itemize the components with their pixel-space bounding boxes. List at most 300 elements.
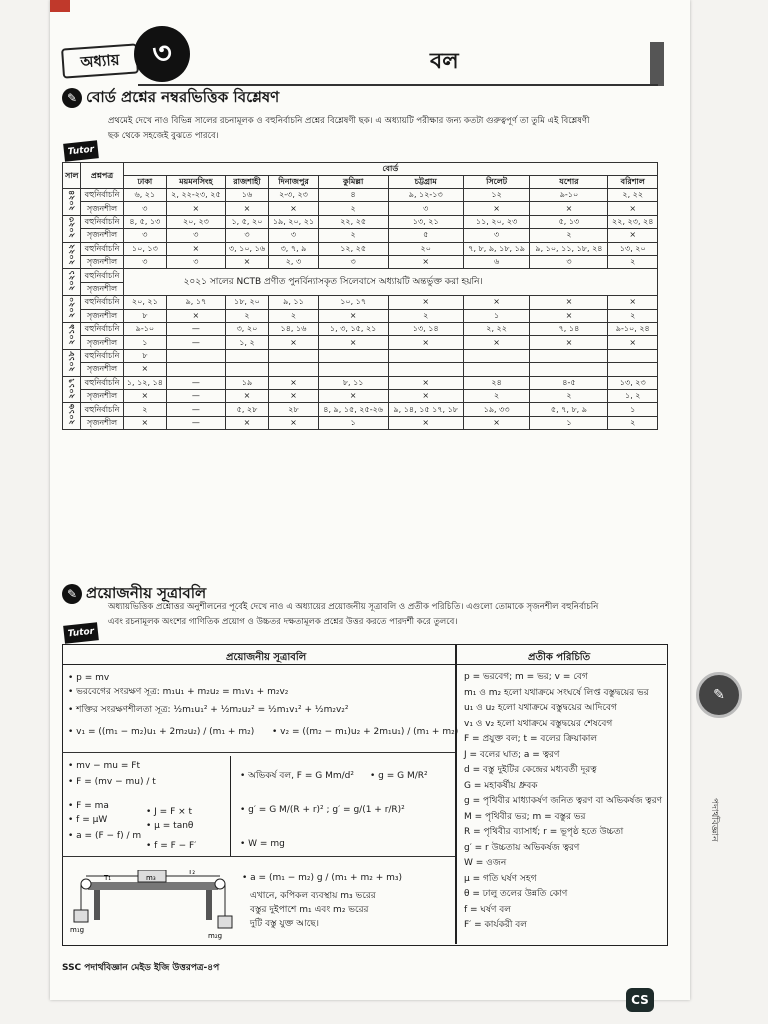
year-cell <box>63 189 81 216</box>
formula-gravity: অভিকর্ষ বল, F = G Mm/d² <box>248 771 354 781</box>
board-table-body <box>63 189 658 430</box>
mcq-cell: ১৯, ২০, ২১ <box>269 215 318 228</box>
paper-type-mcq: বহুনির্বাচনি <box>81 242 123 255</box>
pulley-table-top <box>88 882 218 890</box>
analysis-intro-line1: প্রথমেই দেখে নাও বিভিন্ন সালের রচনামূলক ও বহুনির্বাচনি প্রশ্নের বিশ্লেষণী ছক। এ অধ্যায়টি পরীক্ষার জন্য কতটা গুরুত্বপূর্ণ তা তুমি এই বিশ্লেষণী <box>108 116 590 126</box>
table-row <box>63 416 658 429</box>
formula-a: a = (F − f) / m <box>76 831 142 841</box>
mcq-cell: ২৮ <box>269 403 318 416</box>
pulley-table-leg-right <box>206 890 212 920</box>
table-row <box>63 202 658 215</box>
formula-momentum-conservation: • ভরবেগের সংরক্ষণ সূত্র: m₁u₁ + m₂u₂ = m₁v₁ + m₂v₂ <box>68 687 289 697</box>
mcq-cell: ১৪, ১৬ <box>269 323 318 336</box>
mcq-cell: — <box>167 323 225 336</box>
formula-intro <box>108 600 666 630</box>
cq-cell: × <box>608 229 658 242</box>
cq-cell: ২ <box>608 256 658 269</box>
mcq-cell: × <box>608 296 658 309</box>
formula-mu-row: • μ = tanθ <box>146 821 194 831</box>
table-row <box>63 215 658 228</box>
mcq-cell: ৩, ৭, ৯ <box>269 242 318 255</box>
cq-cell: ৩ <box>225 229 269 242</box>
mcq-cell: ৬, ২১ <box>123 189 167 202</box>
footer-text: SSC পদার্থবিজ্ঞান মেইড ইজি উত্তরপত্র-৪প <box>62 963 220 973</box>
board-analysis-table <box>62 162 658 430</box>
formula-gprime-row: • g′ = G M/(R + r)² ; g′ = g/(1 + r/R)² <box>240 805 405 815</box>
cq-cell: × <box>167 309 225 322</box>
formula-kinetic: শক্তির সংরক্ষণশীলতা সূত্র: ½m₁u₁² + ½m₂u₂² = ½m₁v₁² + ½m₂v₂² <box>76 705 349 715</box>
cq-cell: ৮ <box>123 309 167 322</box>
symbol-item: μ = গতি ঘর্ষণ সহগ <box>464 873 537 884</box>
cq-cell: × <box>463 336 530 349</box>
cq-cell: × <box>123 390 167 403</box>
year-label: ২০২৩ <box>66 216 76 238</box>
board-name: চট্টগ্রাম <box>388 176 463 189</box>
formula-momentum: ভরবেগের সংরক্ষণ সূত্র: m₁u₁ + m₂u₂ = m₁v₁ + m₂v₂ <box>76 687 289 697</box>
mcq-cell: ৪, ৯, ১৫, ২৫-২৬ <box>318 403 388 416</box>
cq-cell: × <box>388 336 463 349</box>
pulley-wheel-right <box>215 879 225 889</box>
paper-type-cq: সৃজনশীল <box>81 256 123 269</box>
year-cell <box>63 215 81 242</box>
pulley-note-2: বস্তুর দুইপাশে m₁ এবং m₂ ভরের <box>250 905 369 915</box>
tutor-badge-2: Tutor <box>63 622 99 643</box>
formula-intro-line1: অধ্যায়ভিত্তিক প্রশ্নোত্তর অনুশীলনের পূর্বেই দেখে নাও এ অধ্যায়ের প্রয়োজনীয় সূত্রাবলি ও প্রতীক পরিচিতি। এগুলো তোমাকে সৃজনশীল বহুনির্বাচনি <box>108 602 599 612</box>
cq-cell: ২ <box>608 416 658 429</box>
cq-cell: × <box>225 390 269 403</box>
mcq-cell: ৮ <box>123 349 167 362</box>
year-label: ২০২৪ <box>66 190 76 211</box>
symbol-item: u₁ ও u₂ হলো যথাক্রমে বস্তুদ্বয়ের আদিবেগ <box>464 703 617 713</box>
paper-type-cq: সৃজনশীল <box>81 202 123 215</box>
side-tab-label: পদার্থবিজ্ঞান <box>709 798 719 842</box>
symbol-item: F′ = কার্যকরী বল <box>464 920 527 930</box>
analysis-icon: ✎ <box>62 88 82 108</box>
mcq-cell: ৯, ১২-১৩ <box>388 189 463 202</box>
camscanner-logo: CS <box>626 988 654 1012</box>
formula-impulse2: F = (mv − mu) / t <box>76 777 156 787</box>
formula-f: f = F − F′ <box>154 841 197 851</box>
formula-impulse1: mv − mu = Ft <box>76 761 140 771</box>
cq-cell: × <box>388 416 463 429</box>
year-label: ২০১৯ <box>66 324 76 345</box>
pulley-table-leg-left <box>94 890 100 920</box>
board-name: রাজশাহী <box>225 176 269 189</box>
pulley-block-m1 <box>74 910 88 922</box>
mcq-cell <box>463 349 530 362</box>
cq-cell: ৩ <box>388 202 463 215</box>
mcq-cell: — <box>167 376 225 389</box>
mcq-cell: ১৯, ৩৩ <box>463 403 530 416</box>
physics-tab-icon: ✎ <box>696 672 742 718</box>
cq-cell: — <box>167 416 225 429</box>
board-name: ময়মনসিংহ <box>167 176 225 189</box>
paper-type-mcq: বহুনির্বাচনি <box>81 323 123 336</box>
formula-inner-divider <box>230 756 231 856</box>
formula-p: p = mv <box>76 673 110 683</box>
table-row <box>63 189 658 202</box>
paper-type-cq: সৃজনশীল <box>81 282 123 295</box>
title-bar <box>650 42 664 86</box>
board-name: দিনাজপুর <box>269 176 318 189</box>
board-name: ঢাকা <box>123 176 167 189</box>
formula-g: g = G M/R² <box>378 771 428 781</box>
mcq-cell: ২০ <box>388 242 463 255</box>
corner-strip <box>50 0 70 12</box>
cq-cell: × <box>530 309 608 322</box>
label-m2g: m₂g <box>208 932 223 940</box>
cq-cell: × <box>269 390 318 403</box>
mcq-cell: ১, ৩, ১৫, ২১ <box>318 323 388 336</box>
formula-v2: v₂ = ((m₂ − m₁)u₂ + 2m₁u₁) / (m₁ + m₂) <box>280 727 459 737</box>
table-row <box>63 242 658 255</box>
syllabus-notice: ২০২১ সালের NCTB প্রণীত পুনর্বিন্যাসকৃত সিলেবাসে অধ্যায়টি অন্তর্ভুক্ত করা হয়নি। <box>123 269 657 296</box>
cq-cell: ৩ <box>318 256 388 269</box>
paper-type-cq: সৃজনশীল <box>81 229 123 242</box>
formula-heading: প্রয়োজনীয় সূত্রাবলি <box>226 652 307 663</box>
paper-type-mcq: বহুনির্বাচনি <box>81 189 123 202</box>
formula-mu: μ = tanθ <box>154 821 194 831</box>
mcq-cell: — <box>167 403 225 416</box>
paper-type-mcq: বহুনির্বাচনি <box>81 296 123 309</box>
table-row <box>63 349 658 362</box>
label-m3: m₃ <box>146 874 156 882</box>
formula-fuw-row: • f = μW <box>68 815 108 825</box>
mcq-cell: ১০, ১৭ <box>318 296 388 309</box>
year-column-header: সাল <box>63 163 81 189</box>
table-row <box>63 363 658 376</box>
cq-cell: ১ <box>530 416 608 429</box>
formula-v2-row: • v₂ = ((m₂ − m₁)u₂ + 2m₁u₁) / (m₁ + m₂) <box>272 727 459 737</box>
cq-cell: ২ <box>318 202 388 215</box>
tutor-badge: Tutor <box>63 140 99 161</box>
symbol-item: F = প্রযুক্ত বল; t = বলের ক্রিয়াকাল <box>464 734 598 744</box>
cq-cell: × <box>388 256 463 269</box>
cq-cell: ৩ <box>167 256 225 269</box>
paper-type-cq: সৃজনশীল <box>81 336 123 349</box>
paper-type-mcq: বহুনির্বাচনি <box>81 403 123 416</box>
year-cell <box>63 269 81 296</box>
cq-cell: × <box>269 202 318 215</box>
paper-type-mcq: বহুনির্বাচনি <box>81 349 123 362</box>
cq-cell: × <box>463 202 530 215</box>
cq-cell: ৩ <box>123 202 167 215</box>
mcq-cell: ৯-১০ <box>123 323 167 336</box>
year-label: ২০১৬ <box>66 404 76 426</box>
mcq-cell: ২২, ২৫ <box>318 215 388 228</box>
board-names-row <box>63 176 658 189</box>
mcq-cell <box>530 349 608 362</box>
symbol-item: M = পৃথিবীর ভর; m = বস্তুর ভর <box>464 811 586 822</box>
cq-cell: × <box>123 416 167 429</box>
paper-type-mcq: বহুনির্বাচনি <box>81 376 123 389</box>
formula-fma: F = ma <box>76 801 109 811</box>
mcq-cell: ৯, ১৪, ১৫ ১৭, ১৮ <box>388 403 463 416</box>
chapter-title: বল <box>430 49 459 74</box>
symbol-item: G = মহাকর্ষীয় ধ্রুবক <box>464 780 538 791</box>
cq-cell: — <box>167 390 225 403</box>
formula-separator-2 <box>62 856 455 857</box>
analysis-intro-line2: ছক থেকে সহজেই বুঝতে পারবে। <box>108 131 219 141</box>
mcq-cell <box>167 349 225 362</box>
mcq-cell: × <box>530 296 608 309</box>
mcq-cell: ৪ <box>318 189 388 202</box>
cq-cell: ৩ <box>463 229 530 242</box>
cq-cell: × <box>225 416 269 429</box>
cq-cell <box>608 363 658 376</box>
mcq-cell: ৯, ১৭ <box>167 296 225 309</box>
cq-cell: × <box>167 202 225 215</box>
symbol-item: d = বস্তু দুইটির কেন্দ্রের মধ্যবর্তী দূরত্ব <box>464 765 597 775</box>
cq-cell: × <box>123 363 167 376</box>
year-cell <box>63 242 81 269</box>
cq-cell: ২ <box>530 229 608 242</box>
mcq-cell: ৯-১০ <box>530 189 608 202</box>
pulley-block-m2 <box>218 916 232 928</box>
table-row <box>63 390 658 403</box>
mcq-cell: ২, ২২-২৩, ২৫ <box>167 189 225 202</box>
formula-impulse-row: • mv − mu = Ft <box>68 761 140 771</box>
paper-type-cq: সৃজনশীল <box>81 363 123 376</box>
formula-energy-conservation: • শক্তির সংরক্ষণশীলতা সূত্র: ½m₁u₁² + ½m₂u₂² = ½m₁v₁² + ½m₂v₂² <box>68 705 349 715</box>
label-t2: T₂ <box>188 870 196 876</box>
mcq-cell: ৪-৫ <box>530 376 608 389</box>
section-title-formulas: প্রয়োজনীয় সূত্রাবলি <box>86 584 207 602</box>
mcq-cell: × <box>269 376 318 389</box>
table-row <box>63 256 658 269</box>
formula-pulley: a = (m₁ − m₂) g / (m₁ + m₂ + m₃) <box>250 873 402 883</box>
formula-fma-row: • F = ma <box>68 801 109 811</box>
year-label: ২০১৮ <box>66 350 76 372</box>
mcq-cell: ১, ১২, ১৪ <box>123 376 167 389</box>
mcq-cell: ২৪ <box>463 376 530 389</box>
mcq-cell: ৫, ৭, ৮, ৯ <box>530 403 608 416</box>
cq-cell <box>463 363 530 376</box>
cq-cell: × <box>318 309 388 322</box>
cq-cell: ৩ <box>123 229 167 242</box>
cq-cell: × <box>530 202 608 215</box>
mcq-cell: ১ <box>608 403 658 416</box>
table-row <box>63 336 658 349</box>
formula-f-row: • f = F − F′ <box>146 841 197 851</box>
mcq-cell: ৫, ২৮ <box>225 403 269 416</box>
mcq-cell: ৩, ২০ <box>225 323 269 336</box>
label-t1: T₁ <box>104 874 112 882</box>
table-row <box>63 296 658 309</box>
cq-cell: × <box>388 390 463 403</box>
table-row <box>63 309 658 322</box>
mcq-cell <box>269 349 318 362</box>
cq-cell: ১, ২ <box>225 336 269 349</box>
symbol-item: R = পৃথিবীর ব্যাসার্ধ; r = ভূপৃষ্ঠ হতে উচ্চতা <box>464 827 624 837</box>
cq-cell: ২ <box>225 309 269 322</box>
chapter-number: ৩ <box>134 26 190 82</box>
mcq-cell: ২ <box>123 403 167 416</box>
cq-cell: ২ <box>269 309 318 322</box>
formula-momentum-def: • p = mv <box>68 673 110 683</box>
cq-cell: ২ <box>318 229 388 242</box>
pulley-wheel-left <box>81 879 91 889</box>
analysis-intro <box>108 114 666 144</box>
year-cell <box>63 403 81 430</box>
board-header: বোর্ড <box>123 163 657 176</box>
year-cell <box>63 349 81 376</box>
mcq-cell: ৪, ৫, ১৩ <box>123 215 167 228</box>
chapter-label: অধ্যায় <box>61 43 139 78</box>
cq-cell: × <box>269 336 318 349</box>
cq-cell: × <box>608 336 658 349</box>
symbol-item: g′ = r উচ্চতায় অভিকর্ষজ ত্বরণ <box>464 842 580 853</box>
cq-cell: × <box>318 390 388 403</box>
mcq-cell <box>608 349 658 362</box>
cq-cell: ৩ <box>269 229 318 242</box>
symbol-item: v₁ ও v₂ হলো যথাক্রমে বস্তুদ্বয়ের শেষবেগ <box>464 718 613 729</box>
symbol-item: p = ভরবেগ; m = ভর; v = বেগ <box>464 672 588 682</box>
mcq-cell: ২-৩, ২৩ <box>269 189 318 202</box>
cq-cell <box>269 363 318 376</box>
pulley-note-1: এখানে, কপিকল ব্যবস্থায় m₃ ভরের <box>250 891 376 901</box>
board-name: যশোর <box>530 176 608 189</box>
formula-g-row: • g = G M/R² <box>370 771 428 781</box>
mcq-cell: ১২, ২৫ <box>318 242 388 255</box>
book-page <box>50 0 690 1000</box>
cq-cell: ৩ <box>167 229 225 242</box>
mcq-cell: ২২, ২৩, ২৪ <box>608 215 658 228</box>
mcq-cell: ৭, ৮, ৯, ১৮, ১৯ <box>463 242 530 255</box>
formula-icon: ✎ <box>62 584 82 604</box>
mcq-cell: × <box>167 242 225 255</box>
mcq-cell: ৫, ১৩ <box>530 215 608 228</box>
formula-j-row: • J = F × t <box>146 807 193 817</box>
formula-pulley-row: • a = (m₁ − m₂) g / (m₁ + m₂ + m₃) <box>242 873 402 883</box>
mcq-cell: ৯, ১০, ১১, ১৮, ২৪ <box>530 242 608 255</box>
symbol-heading: প্রতীক পরিচিতি <box>528 652 591 663</box>
formula-fuw: f = μW <box>76 815 108 825</box>
year-label: ২০১৭ <box>66 377 76 399</box>
paper-type-cq: সৃজনশীল <box>81 309 123 322</box>
cq-cell: × <box>608 202 658 215</box>
symbol-item: g = পৃথিবীর মাধ্যাকর্ষণ জনিত ত্বরণ বা অভিকর্ষজ ত্বরণ <box>464 796 663 806</box>
cq-cell <box>318 363 388 376</box>
cq-cell <box>225 363 269 376</box>
paper-column-header: প্রশ্নপত্র <box>81 163 123 189</box>
cq-cell: ১ <box>463 309 530 322</box>
cq-cell: ১ <box>318 416 388 429</box>
cq-cell: ৬ <box>463 256 530 269</box>
cq-cell <box>167 363 225 376</box>
cq-cell: × <box>463 416 530 429</box>
formula-impulse2-row: • F = (mv − mu) / t <box>68 777 156 787</box>
table-row <box>63 376 658 389</box>
mcq-cell: × <box>388 376 463 389</box>
mcq-cell: ১২ <box>463 189 530 202</box>
mcq-cell: × <box>388 296 463 309</box>
mcq-cell: ১৩, ১৪ <box>388 323 463 336</box>
mcq-cell: ১৯ <box>225 376 269 389</box>
year-cell <box>63 376 81 403</box>
formula-intro-line2: এবং রচনামূলক অংশের গাণিতিক প্রয়োগ ও উচ্চতর দক্ষতামূলক প্রশ্নের উত্তর করতে পারদর্শী করে তুলবে। <box>108 617 458 627</box>
cq-cell: ২ <box>388 309 463 322</box>
mcq-cell <box>388 349 463 362</box>
cq-cell: ২ <box>463 390 530 403</box>
paper-type-mcq: বহুনির্বাচনি <box>81 215 123 228</box>
paper-type-cq: সৃজনশীল <box>81 416 123 429</box>
mcq-cell: ১৬ <box>225 189 269 202</box>
formula-v1: v₁ = ((m₁ − m₂)u₁ + 2m₂u₂) / (m₁ + m₂) <box>76 727 255 737</box>
formula-separator <box>62 752 455 753</box>
mcq-cell: ২, ২২ <box>608 189 658 202</box>
year-cell <box>63 323 81 350</box>
cq-cell: × <box>269 416 318 429</box>
paper-type-cq: সৃজনশীল <box>81 390 123 403</box>
table-row <box>63 269 658 282</box>
board-name: বরিশাল <box>608 176 658 189</box>
label-m1g: m₁g <box>70 926 85 934</box>
cq-cell: ৩ <box>123 256 167 269</box>
formula-column-divider <box>455 644 457 944</box>
mcq-cell <box>318 349 388 362</box>
pulley-note-3: দুটি বস্তু যুক্ত আছে। <box>250 919 319 929</box>
cq-cell: ৩ <box>530 256 608 269</box>
board-name: সিলেট <box>463 176 530 189</box>
year-label: ২০২১ <box>66 270 76 292</box>
formula-w: W = mg <box>248 839 285 849</box>
mcq-cell: ১০, ১৩ <box>123 242 167 255</box>
mcq-cell: ২০, ২১ <box>123 296 167 309</box>
formula-gravity-row: • অভিকর্ষ বল, F = G Mm/d² <box>240 771 354 781</box>
symbol-item: m₁ ও m₂ হলো যথাক্রমে সংঘর্ষে লিপ্ত বস্তুদ্বয়ের ভর <box>464 687 649 698</box>
mcq-cell: ৯, ১১ <box>269 296 318 309</box>
table-row <box>63 229 658 242</box>
cq-cell: ১, ২ <box>608 390 658 403</box>
paper-type-mcq: বহুনির্বাচনি <box>81 269 123 282</box>
board-name: কুমিল্লা <box>318 176 388 189</box>
mcq-cell: ৯-১০, ২৪ <box>608 323 658 336</box>
mcq-cell: ২, ২২ <box>463 323 530 336</box>
table-row <box>63 323 658 336</box>
cq-cell: × <box>318 336 388 349</box>
mcq-cell: ১৩, ২৩ <box>608 376 658 389</box>
symbol-item: W = ওজন <box>464 858 507 868</box>
cq-cell: — <box>167 336 225 349</box>
cq-cell: × <box>530 336 608 349</box>
symbol-item: J = বলের ঘাত; a = ত্বরণ <box>464 749 560 760</box>
mcq-cell: ১৩, ২০ <box>608 242 658 255</box>
cq-cell: ২ <box>608 309 658 322</box>
cq-cell <box>388 363 463 376</box>
mcq-cell: ৩, ১০, ১৬ <box>225 242 269 255</box>
year-cell <box>63 296 81 323</box>
mcq-cell: ৮, ১১ <box>318 376 388 389</box>
cq-cell: ১ <box>123 336 167 349</box>
mcq-cell: ১৮, ২০ <box>225 296 269 309</box>
mcq-cell: ১, ৫, ২০ <box>225 215 269 228</box>
formula-j: J = F × t <box>154 807 193 817</box>
formula-heading-line <box>62 664 666 665</box>
year-label: ২০২০ <box>66 297 76 319</box>
mcq-cell: ২০, ২৩ <box>167 215 225 228</box>
cq-cell: ৫ <box>388 229 463 242</box>
symbol-item: f = ঘর্ষণ বল <box>464 904 511 915</box>
formula-v1-row: • v₁ = ((m₁ − m₂)u₁ + 2m₂u₂) / (m₁ + m₂) <box>68 727 255 737</box>
formula-a-row: • a = (F − f) / m <box>68 831 142 841</box>
cq-cell: ২, ৩ <box>269 256 318 269</box>
cq-cell: × <box>225 256 269 269</box>
formula-gprime: g′ = G M/(R + r)² ; g′ = g/(1 + r/R)² <box>248 805 405 815</box>
year-label: ২০২২ <box>66 243 76 265</box>
formula-w-row: • W = mg <box>240 839 285 849</box>
cq-cell: ২ <box>530 390 608 403</box>
